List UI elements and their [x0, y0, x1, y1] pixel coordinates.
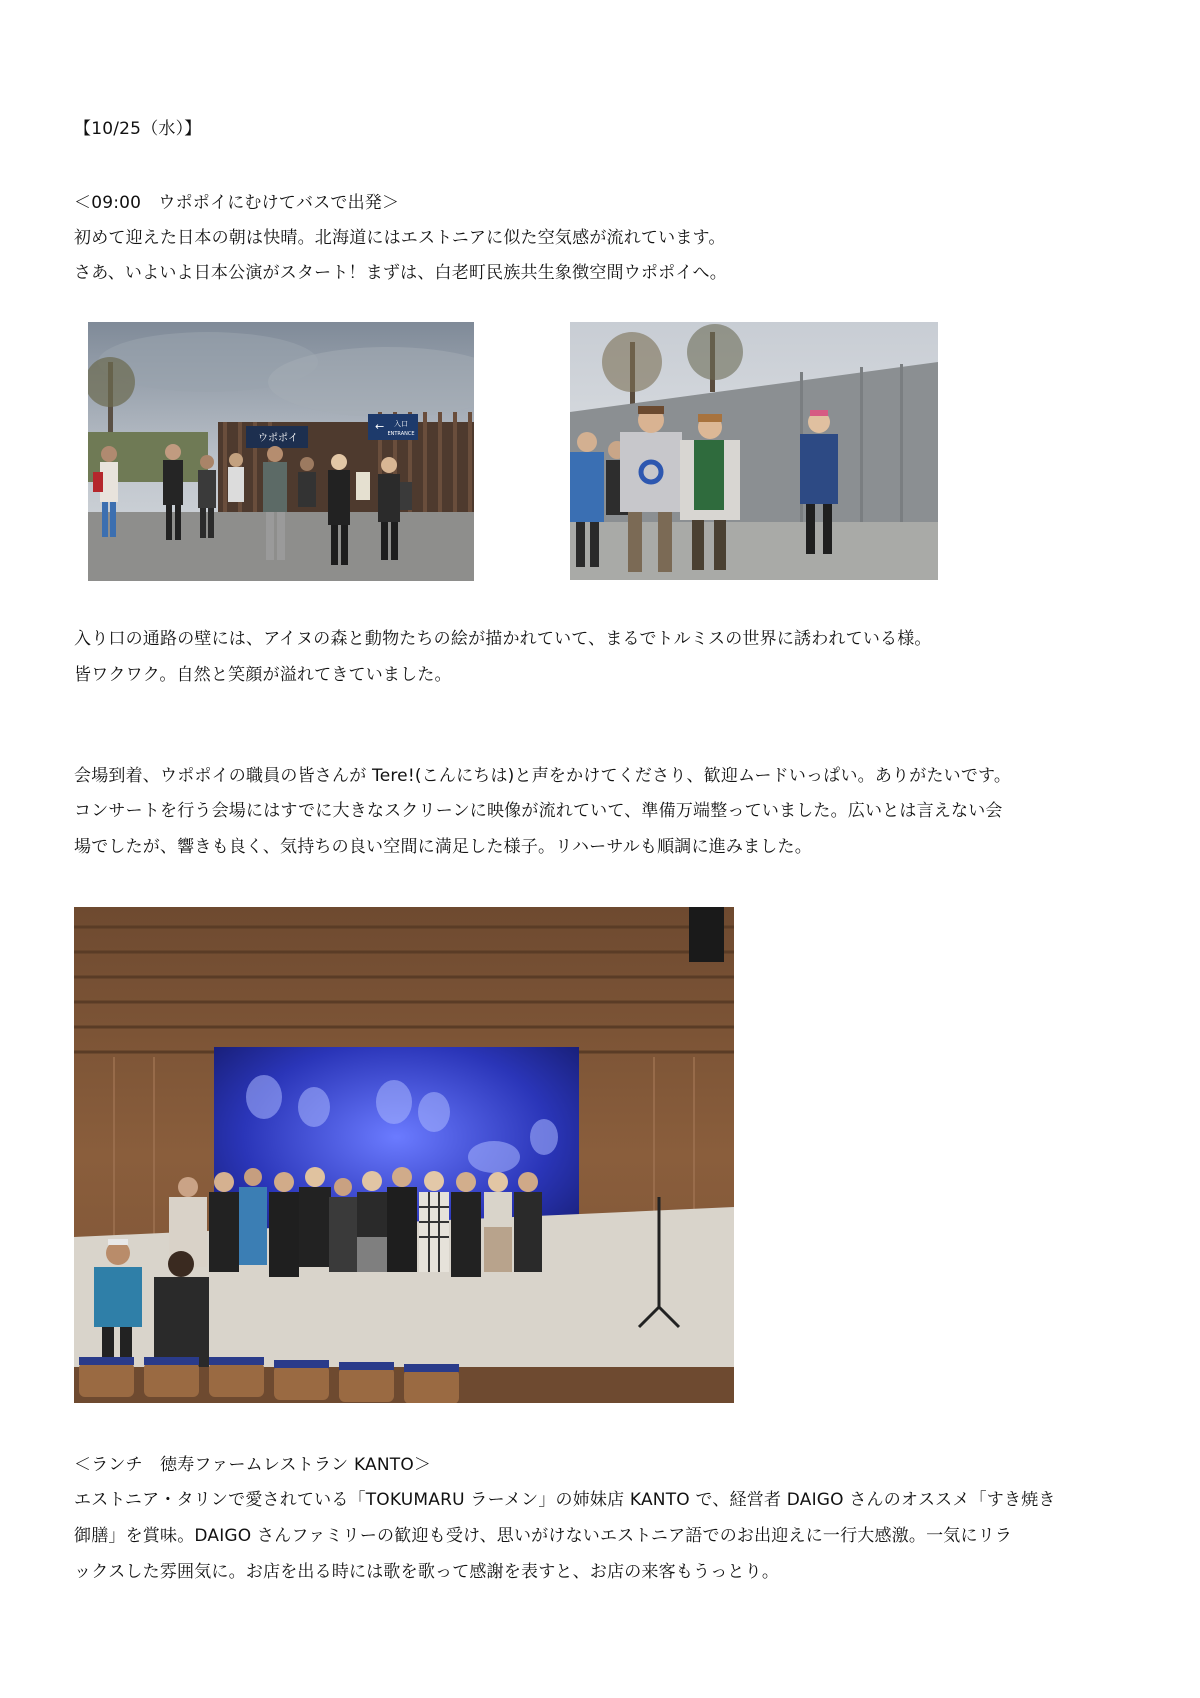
paragraph-line: エストニア・タリンで愛されている「TOKUMARU ラーメン」の姉妹店 KANTO で、経営者 DAIGO さんのオススメ「すき焼き: [74, 1490, 1056, 1510]
photo-upopoy-entrance: [88, 322, 474, 581]
paragraph-line: 初めて迎えた日本の朝は快晴。北海道にはエストニアに似た空気感が流れています。: [74, 228, 726, 248]
svg-text:←: ←: [375, 420, 385, 433]
section-heading-lunch: ＜ランチ 徳寿ファームレストラン KANTO＞: [74, 1455, 432, 1475]
section-heading-departure: ＜09:00 ウポポイにむけてバスで出発＞: [74, 193, 400, 213]
paragraph-line: さあ、いよいよ日本公演がスタート！まずは、白老町民族共生象徴空間ウポポイへ。: [74, 263, 727, 283]
photo-concert-hall-rehearsal: [74, 907, 734, 1403]
paragraph-line: 会場到着、ウポポイの職員の皆さんが Tere!(こんにちは)と声をかけてくださり、歓迎ムードいっぱい。ありがたいです。: [74, 766, 1012, 786]
paragraph-line: 場でしたが、響きも良く、気持ちの良い空間に満足した様子。リハーサルも順調に進みました。: [74, 837, 812, 857]
sign-upopoy-text: ウポポイ: [258, 433, 298, 444]
photo-mural-wall: [570, 322, 938, 580]
sign-entrance-en-text: ENTRANCE: [387, 431, 415, 437]
date-heading: 【10/25（水）】: [74, 119, 202, 139]
sign-entrance-text: 入口: [394, 420, 408, 428]
paragraph-line: ックスした雰囲気に。お店を出る時には歌を歌って感謝を表すと、お店の来客もうっとり。: [74, 1562, 780, 1582]
paragraph-line: 入り口の通路の壁には、アイヌの森と動物たちの絵が描かれていて、まるでトルミスの世界に誘われている様。: [74, 629, 932, 649]
paragraph-line: 皆ワクワク。自然と笑顔が溢れてきていました。: [74, 665, 452, 685]
paragraph-line: コンサートを行う会場にはすでに大きなスクリーンに映像が流れていて、準備万端整っていました。広いとは言えない会: [74, 801, 1003, 821]
paragraph-line: 御膳」を賞味。DAIGO さんファミリーの歓迎も受け、思いがけないエストニア語でのお出迎えに一行大感激。一気にリラ: [74, 1526, 1013, 1546]
